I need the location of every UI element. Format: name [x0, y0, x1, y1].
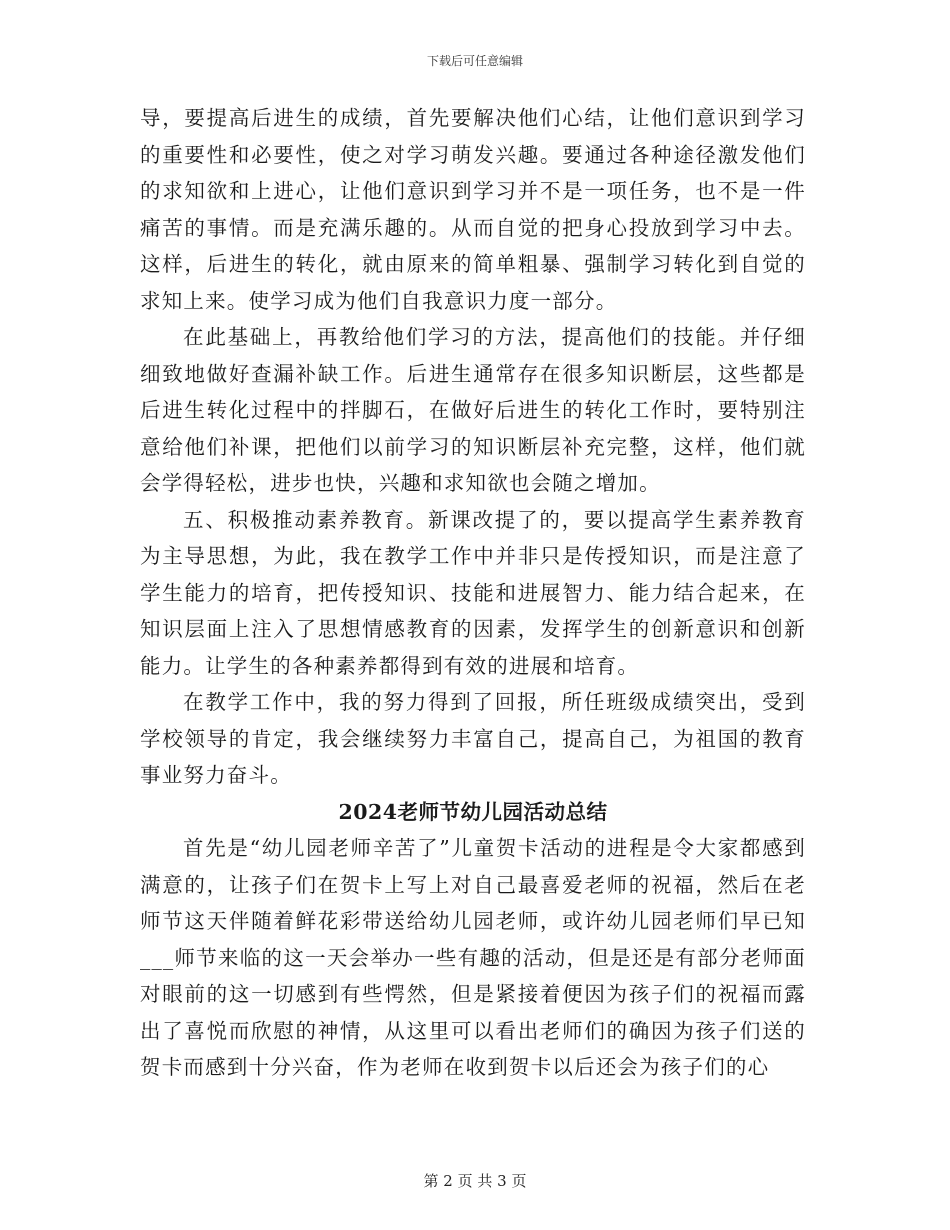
document-body [140, 100, 806, 1086]
paragraph-quality-education: 五、积极推动素养教育。新课改提了的，要以提高学生素养教育为主导思想，为此，我在教学工作中并非只是传授知识，而是注意了学生能力的培育，把传授知识、技能和进展智力、能力结合起来，在知识层面上注入了思想情感教育的因素，发挥学生的创新意识和创新能力。让学生的各种素养都得到有效的进展和培育。 [140, 507, 806, 678]
page-footer: 第 2 页 共 3 页 [423, 1172, 527, 1190]
section-title: 2024老师节幼儿园活动总结 [338, 799, 608, 824]
paragraph-kindergarten-summary: 首先是“幼儿园老师辛苦了”儿童贺卡活动的进程是令大家都感到满意的，让孩子们在贺卡上写上对自己最喜爱老师的祝福，然后在老师节这天伴随着鲜花彩带送给幼儿园老师，或许幼儿园老师们早已知___师节来临的这一天会举办一些有趣的活动，但是还是有部分老师面对眼前的这一切感到有些愕然，但是紧接着便因为孩子们的祝福而露出了喜悦而欣慰的神情，从这里可以看出老师们的确因为孩子们送的贺卡而感到十分兴奋，作为老师在收到贺卡以后还会为孩子们的心 [140, 836, 806, 1079]
paragraph-conclusion: 在教学工作中，我的努力得到了回报，所任班级成绩突出，受到学校领导的肯定，我会继续努力丰富自己，提高自己，为祖国的教育事业努力奋斗。 [140, 690, 806, 787]
paragraph-continuation: 导，要提高后进生的成绩，首先要解决他们心结，让他们意识到学习的重要性和必要性，使之对学习萌发兴趣。要通过各种途径激发他们的求知欲和上进心，让他们意识到学习并不是一项任务，也不是一件痛苦的事情。而是充满乐趣的。从而自觉的把身心投放到学习中去。这样，后进生的转化，就由原来的简单粗暴、强制学习转化到自觉的求知上来。使学习成为他们自我意识力度一部分。 [140, 106, 806, 313]
page-header: 下载后可任意编辑 [426, 54, 523, 68]
paragraph-methods: 在此基础上，再教给他们学习的方法，提高他们的技能。并仔细细致地做好查漏补缺工作。后进生通常存在很多知识断层，这些都是后进生转化过程中的拌脚石，在做好后进生的转化工作时，要特别注意给他们补课，把他们以前学习的知识断层补充完整，这样，他们就会学得轻松，进步也快，兴趣和求知欲也会随之增加。 [140, 325, 806, 495]
